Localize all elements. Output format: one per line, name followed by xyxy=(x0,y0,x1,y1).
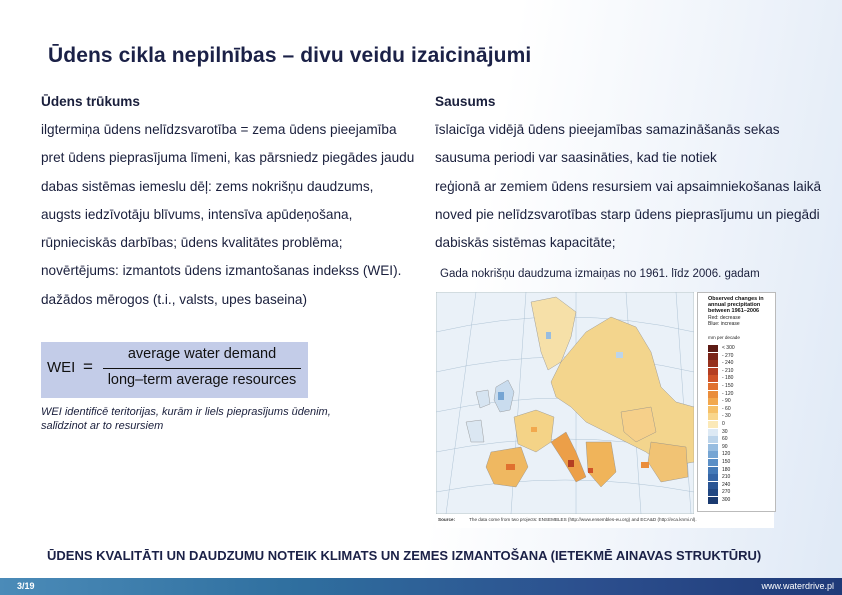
page-title: Ūdens cikla nepilnības – divu veidu izaicinājumi xyxy=(48,44,532,67)
text-line: pret ūdens pieprasījuma līmeni, kas pārsniedz piegādes jaudu xyxy=(41,150,415,166)
legend-item xyxy=(708,467,772,474)
legend-swatch xyxy=(708,482,718,489)
legend-title: Observed changes in annual precipitation between 1961–2006 xyxy=(708,296,764,314)
legend-item xyxy=(708,406,772,413)
bottom-statement: ŪDENS KVALITĀTI UN DAUDZUMU NOTEIK KLIMATS UN ZEMES IZMANTOŠANA (IETEKMĒ AINAVAS STRUKTŪRU) xyxy=(47,548,762,563)
legend-label: - 180 xyxy=(722,375,734,382)
legend-swatch xyxy=(708,391,718,398)
text-line: dabiskās sistēmas kapacitāte; xyxy=(435,235,616,251)
legend-swatch xyxy=(708,398,718,405)
map-caption: Gada nokrišņu daudzuma izmaiņas no 1961. līdz 2006. gadam xyxy=(440,268,760,280)
legend-swatch xyxy=(708,451,718,458)
legend-blue-note: Blue: increase xyxy=(708,321,740,327)
text-line: novērtējums: izmantots ūdens izmantošanas indekss (WEI). xyxy=(41,263,402,279)
precipitation-map-figure xyxy=(436,292,774,528)
legend-item xyxy=(708,375,772,382)
legend-swatch xyxy=(708,459,718,466)
legend-item xyxy=(708,459,772,466)
legend-label: 150 xyxy=(722,459,731,465)
legend-label: < 300 xyxy=(722,345,735,351)
legend-item xyxy=(708,444,772,451)
legend-item xyxy=(708,497,772,504)
legend-label: - 270 xyxy=(722,352,734,359)
legend-item xyxy=(708,451,772,458)
legend-swatch xyxy=(708,353,718,360)
legend-swatch xyxy=(708,489,718,496)
legend-label: 120 xyxy=(722,451,731,458)
footer-bar xyxy=(0,578,842,595)
drought-heading: Sausums xyxy=(435,94,496,109)
text-line: augsts iedzīvotāju blīvums, intensīva apūdeņošana, xyxy=(41,206,353,222)
legend-item xyxy=(708,436,772,443)
text-line: dabas sistēmas iemeslu dēļ: zems nokrišņu daudzums, xyxy=(41,178,374,194)
formula-denominator: long–term average resources xyxy=(107,372,297,388)
legend-unit: mm per decade xyxy=(708,335,740,340)
legend-item xyxy=(708,368,772,375)
text-line: sausuma periodi var saasināties, kad tie notiek xyxy=(435,150,717,166)
legend-swatch xyxy=(708,406,718,413)
legend-label: 300 xyxy=(722,497,731,503)
text-line: noved pie nelīdzsvarotības starp ūdens pieprasījumu un piegādi xyxy=(435,206,820,222)
map-source xyxy=(438,517,697,522)
source-label: Source: xyxy=(438,517,456,522)
legend-item xyxy=(708,345,772,352)
legend-swatch xyxy=(708,413,718,420)
legend-label: 240 xyxy=(722,481,731,488)
legend-item xyxy=(708,474,772,481)
legend-swatch xyxy=(708,474,718,481)
legend-swatch xyxy=(708,467,718,474)
water-scarcity-section xyxy=(41,94,426,314)
legend-label: 0 xyxy=(722,421,725,427)
legend-label: 270 xyxy=(722,489,731,496)
wei-formula xyxy=(41,342,308,398)
europe-precipitation-map xyxy=(436,292,694,514)
legend-swatch xyxy=(708,375,718,382)
legend-label: 60 xyxy=(722,436,728,443)
text-line: īslaicīga vidējā ūdens pieejamības samazināšanās sekas xyxy=(435,122,780,137)
legend-item xyxy=(708,421,772,428)
legend-label: 210 xyxy=(722,474,731,481)
legend-label: - 120 xyxy=(722,390,734,397)
legend-label: - 150 xyxy=(722,383,734,389)
wei-note: WEI identificē teritorijas, kurām ir liels pieprasījums ūdenim, salīdzinot ar to resursiem xyxy=(41,406,331,432)
legend-label: - 210 xyxy=(722,367,734,374)
legend-label: - 240 xyxy=(722,360,734,367)
legend-item xyxy=(708,398,772,405)
legend-swatch xyxy=(708,360,718,367)
legend-swatch xyxy=(708,383,718,390)
legend-swatch xyxy=(708,444,718,451)
legend-red-note: Red: decrease xyxy=(708,315,741,321)
drought-section xyxy=(435,94,835,257)
legend-swatch xyxy=(708,368,718,375)
text-line: reģionā ar zemiem ūdens resursiem vai apsaimniekošanas laikā xyxy=(435,178,822,194)
legend-swatch xyxy=(708,421,718,428)
formula-lhs: WEI xyxy=(47,359,76,376)
legend-item xyxy=(708,383,772,390)
legend-item xyxy=(708,429,772,436)
formula-equals: = xyxy=(83,357,93,376)
legend-subtitle xyxy=(708,315,741,327)
legend-item xyxy=(708,482,772,489)
formula-numerator: average water demand xyxy=(127,346,277,362)
legend-label: - 60 xyxy=(722,405,731,412)
legend-label: 90 xyxy=(722,443,728,450)
legend-swatch xyxy=(708,429,718,436)
map-legend xyxy=(697,292,776,512)
legend-label: 180 xyxy=(722,466,731,473)
page-number: 3/19 xyxy=(17,581,35,591)
legend-swatch xyxy=(708,345,718,352)
fraction-bar xyxy=(103,368,301,369)
source-text: The data come from two projects: ENSEMBLES (http://www.ensembles-eu.org) and ECA&D (http://eca.knmi.nl). xyxy=(469,517,697,522)
text-line: dažādos mērogos (t.i., valsts, upes baseina) xyxy=(41,291,307,307)
legend-label: 30 xyxy=(722,428,728,435)
legend-swatch xyxy=(708,436,718,443)
legend-item xyxy=(708,353,772,360)
text-line: ilgtermiņa ūdens nelīdzsvarotība = zema ūdens pieejamība xyxy=(41,122,397,137)
legend-item xyxy=(708,489,772,496)
legend-label: - 30 xyxy=(722,413,731,420)
legend-item xyxy=(708,360,772,367)
legend-item xyxy=(708,391,772,398)
text-line: rūpnieciskās darbības; ūdens kvalitātes problēma; xyxy=(41,235,343,251)
legend-swatch xyxy=(708,497,718,504)
website-link[interactable]: www.waterdrive.pl xyxy=(761,581,834,591)
water-scarcity-heading: Ūdens trūkums xyxy=(41,94,140,109)
legend-label: - 90 xyxy=(722,398,731,405)
legend-item xyxy=(708,413,772,420)
